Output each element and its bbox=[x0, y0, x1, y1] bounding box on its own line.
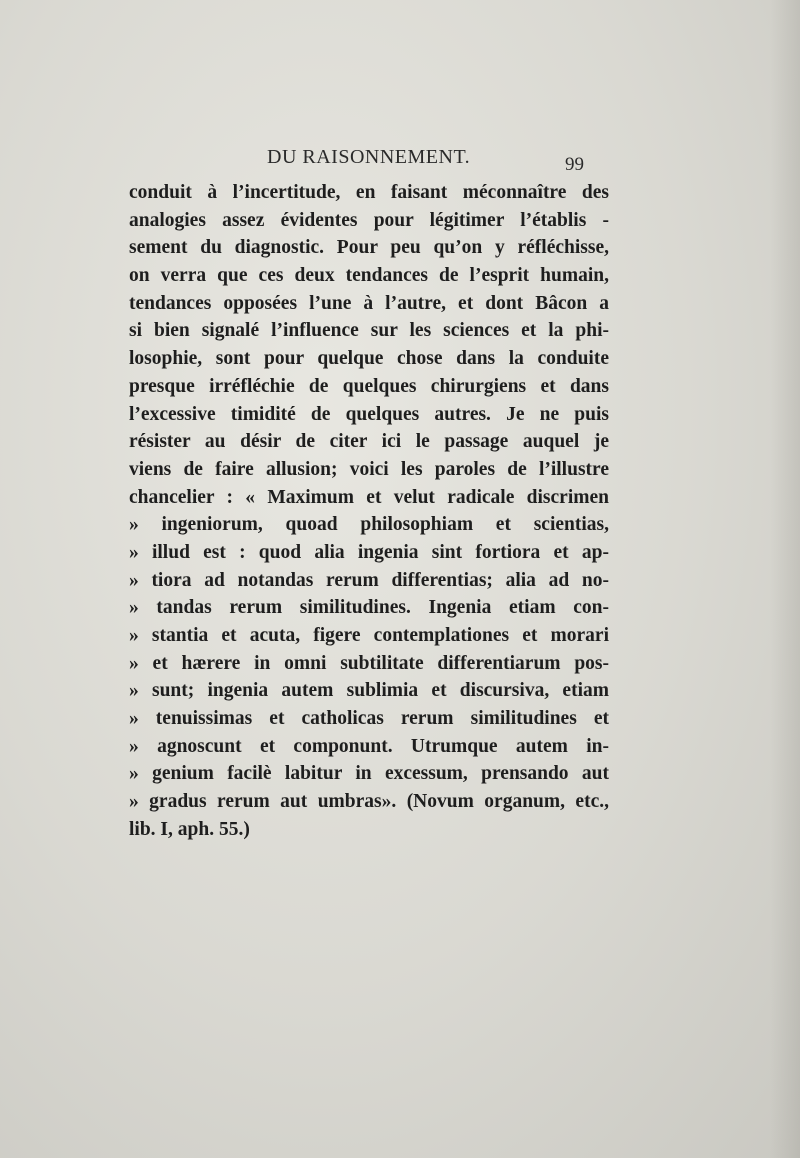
text-line: » sunt; ingenia autem sublimia et discursiva, etiam bbox=[129, 680, 609, 702]
text-line: résister au désir de citer ici le passage auquel je bbox=[129, 431, 609, 453]
running-head bbox=[0, 146, 800, 174]
text-line: » stantia et acuta, figere contemplationes et morari bbox=[129, 625, 609, 646]
text-line: tendances opposées l’une à l’autre, et dont Bâcon a bbox=[129, 292, 609, 314]
text-line: » gradus rerum aut umbras». (Novum organum, etc., bbox=[129, 791, 609, 813]
text-line: losophie, sont pour quelque chose dans la conduite bbox=[129, 348, 609, 370]
text-line: conduit à l’incertitude, en faisant méconnaître des bbox=[129, 182, 609, 203]
text-line: » ingeniorum, quoad philosophiam et scientias, bbox=[129, 514, 609, 536]
page-number: 99 bbox=[565, 154, 584, 175]
text-line: » agnoscunt et componunt. Utrumque autem in- bbox=[129, 735, 609, 757]
text-line: sement du diagnostic. Pour peu qu’on y réfléchisse, bbox=[129, 237, 609, 259]
text-line: » tandas rerum similitudines. Ingenia etiam con- bbox=[129, 597, 609, 619]
text-line: » et hærere in omni subtilitate differentiarum pos- bbox=[129, 652, 609, 674]
text-line: » tiora ad notandas rerum differentias; alia ad no- bbox=[129, 569, 609, 591]
text-line: l’excessive timidité de quelques autres. Je ne puis bbox=[129, 403, 609, 425]
text-line: viens de faire allusion; voici les paroles de l’illustre bbox=[129, 458, 609, 480]
text-line: » tenuissimas et catholicas rerum similitudines et bbox=[129, 708, 609, 730]
text-line: presque irréfléchie de quelques chirurgiens et dans bbox=[129, 375, 609, 397]
text-line: si bien signalé l’influence sur les sciences et la phi- bbox=[129, 320, 609, 342]
text-line: » illud est : quod alia ingenia sint fortiora et ap- bbox=[129, 541, 609, 563]
body-text bbox=[129, 179, 609, 844]
chapter-title: DU RAISONNEMENT. bbox=[267, 146, 471, 168]
text-line: » genium facilè labitur in excessum, prensando aut bbox=[129, 763, 609, 785]
text-line: lib. I, aph. 55.) bbox=[129, 818, 250, 840]
text-line: chancelier : « Maximum et velut radicale discrimen bbox=[129, 486, 609, 508]
text-line: analogies assez évidentes pour légitimer l’établis - bbox=[129, 209, 609, 231]
text-line: on verra que ces deux tendances de l’esprit humain, bbox=[129, 265, 609, 287]
